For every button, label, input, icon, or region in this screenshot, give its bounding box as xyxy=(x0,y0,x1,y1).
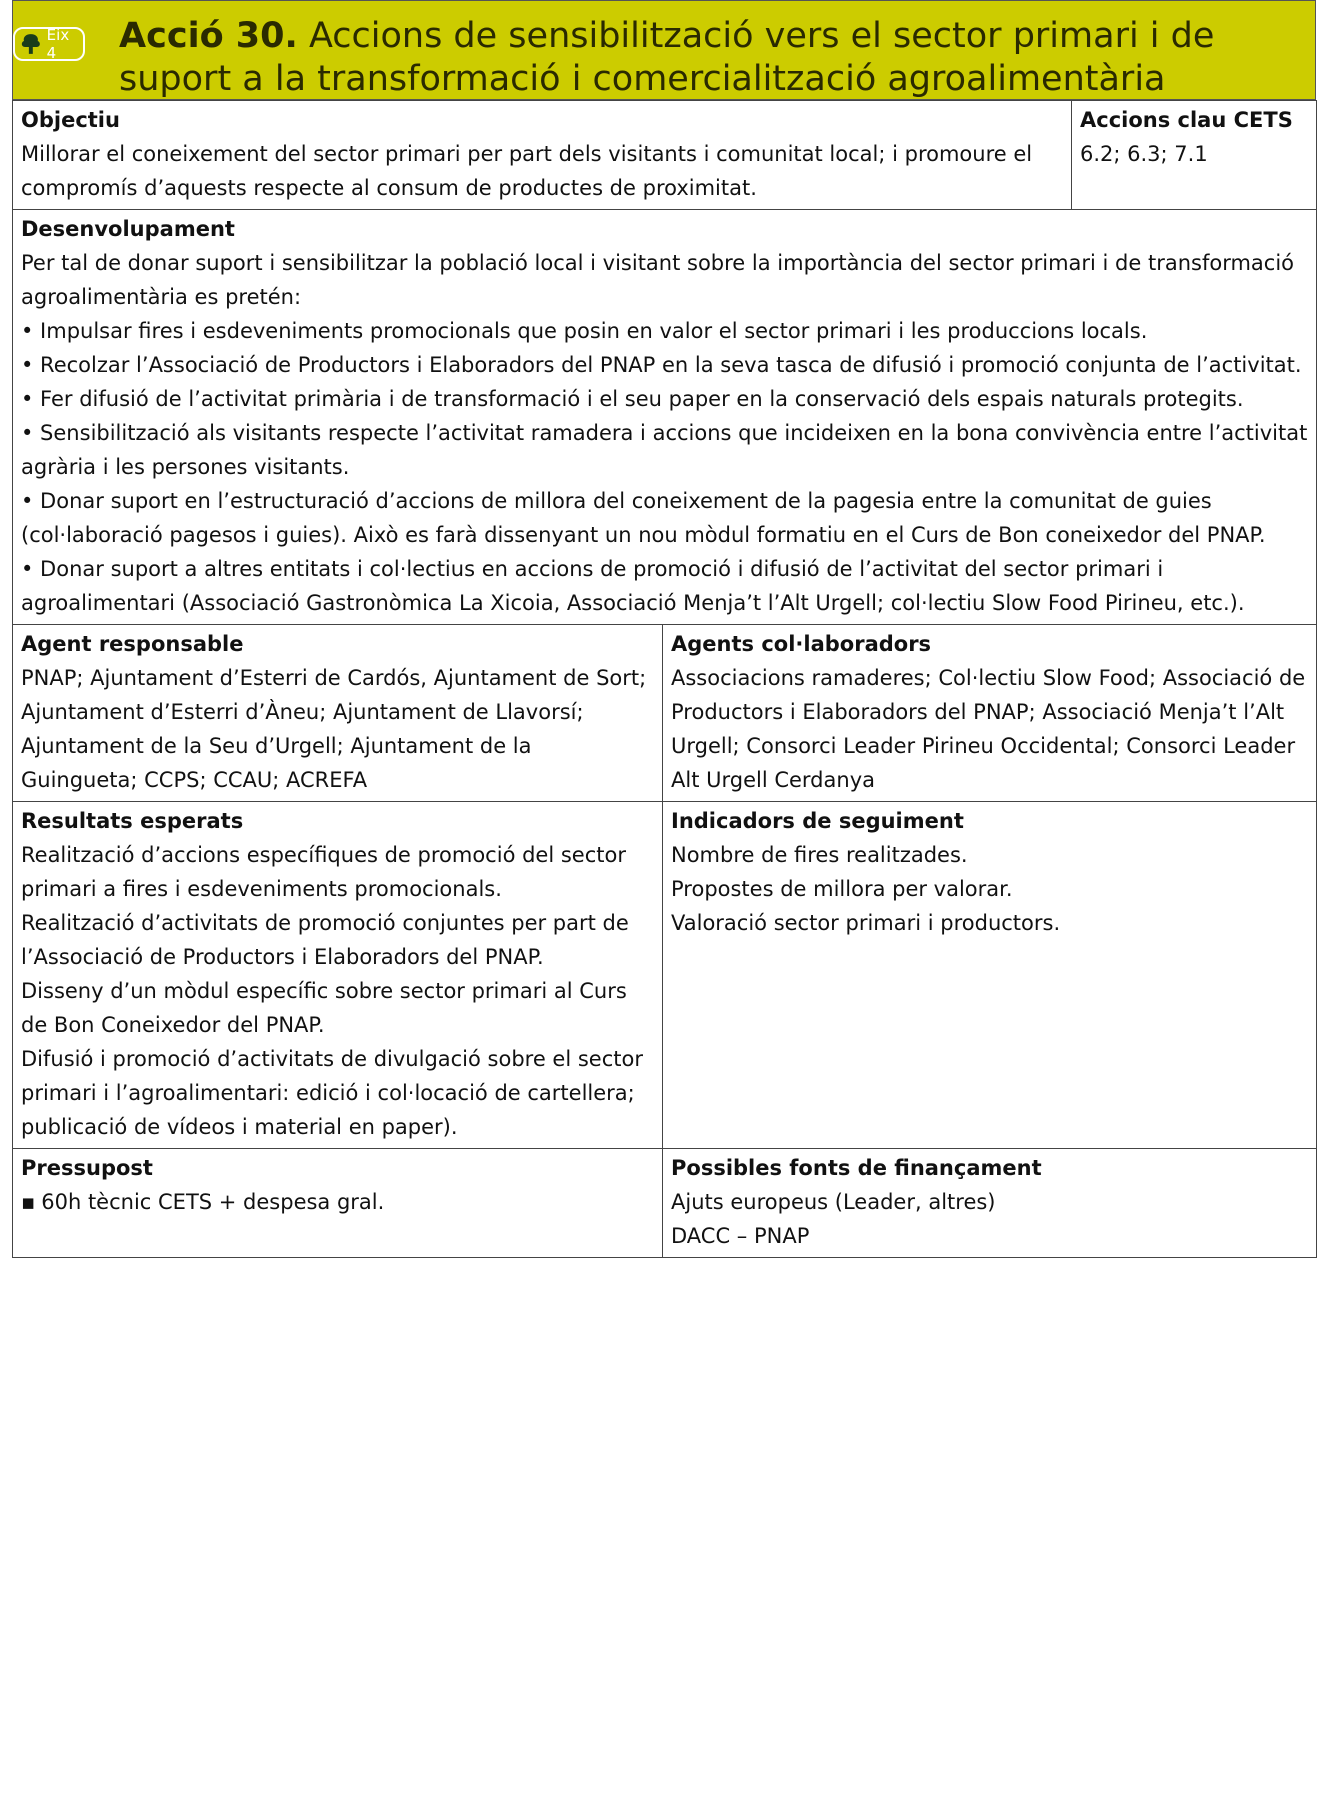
development-item: • Sensibilització als visitants respecte l’activitat ramadera i accions que incideixen en la bona convivència entre l’activitat agrària i les persones visitants. xyxy=(21,421,1308,479)
objective-text: Millorar el coneixement del sector primari per part dels visitants i comunitat local; i promoure el compromís d’aquests respecte al consum de productes de proximitat. xyxy=(21,142,1033,200)
development-row xyxy=(13,210,1317,625)
development-intro: Per tal de donar suport i sensibilitzar la població local i visitant sobre la importància del sector primari i de transformació agroalimentària es pretén: xyxy=(21,251,1295,309)
indicator-item: Propostes de millora per valorar. xyxy=(671,877,1013,901)
expected-result-item: Difusió i promoció d’activitats de divulgació sobre el sector primari i l’agroalimentari: edició i col·locació de cartellera; publicació de vídeos i material en paper). xyxy=(21,1047,643,1139)
development-item: • Donar suport a altres entitats i col·lectius en accions de promoció i difusió de l’activitat del sector primari i agroalimentari (Associació Gastronòmica La Xicoia, Associació Menja’t l’Alt Urgell; col·lectiu Slow Food Pirineu, etc.). xyxy=(21,557,1245,615)
responsible-agent-text: PNAP; Ajuntament d’Esterri de Cardós, Ajuntament de Sort; Ajuntament d’Esterri d’Àneu; Ajuntament de Llavorsí; Ajuntament de la Seu d’Urgell; Ajuntament de la Guingueta; CCPS; CCAU; ACREFA xyxy=(21,666,647,792)
key-actions-cell xyxy=(1072,101,1317,210)
funding-item: Ajuts europeus (Leader, altres) xyxy=(671,1190,996,1214)
development-item: • Recolzar l’Associació de Productors i Elaboradors del PNAP en la seva tasca de difusió i promoció conjunta de l’activitat. xyxy=(21,353,1302,377)
indicator-item: Valoració sector primari i productors. xyxy=(671,911,1061,935)
objective-label: Objectiu xyxy=(21,108,120,132)
indicators-label: Indicadors de seguiment xyxy=(671,809,964,833)
expected-result-item: Disseny d’un mòdul específic sobre sector primari al Curs de Bon Coneixedor del PNAP. xyxy=(21,979,627,1037)
budget-label: Pressupost xyxy=(21,1156,153,1180)
responsible-agent-cell xyxy=(13,625,663,802)
indicators-cell xyxy=(663,802,1317,1149)
responsible-agent-label: Agent responsable xyxy=(21,632,244,656)
indicator-item: Nombre de fires realitzades. xyxy=(671,843,968,867)
action-title-text: Accions de sensibilització vers el sector primari i de suport a la transformació i comercialització agroalimentària xyxy=(119,16,1215,99)
objective-row xyxy=(13,101,1317,210)
expected-result-item: Realització d’accions específiques de promoció del sector primari a fires i esdeveniments promocionals. xyxy=(21,843,626,901)
funding-label: Possibles fonts de finançament xyxy=(671,1156,1042,1180)
results-row xyxy=(13,802,1317,1149)
development-item: • Impulsar fires i esdeveniments promocionals que posin en valor el sector primari i les produccions locals. xyxy=(21,319,1148,343)
expected-results-label: Resultats esperats xyxy=(21,809,244,833)
action-sheet xyxy=(12,0,1316,1258)
collaborating-agents-cell xyxy=(663,625,1317,802)
budget-cell xyxy=(13,1149,663,1258)
funding-item: DACC – PNAP xyxy=(671,1224,810,1248)
development-label: Desenvolupament xyxy=(21,217,235,241)
collaborating-agents-text: Associacions ramaderes; Col·lectiu Slow Food; Associació de Productors i Elaboradors del PNAP; Associació Menja’t l’Alt Urgell; Consorci Leader Pirineu Occidental; Consorci Leader Alt Urgell Cerdanya xyxy=(671,666,1306,792)
key-actions-text: 6.2; 6.3; 7.1 xyxy=(1080,142,1208,166)
budget-text: ▪ 60h tècnic CETS + despesa gral. xyxy=(21,1185,654,1219)
budget-row xyxy=(13,1149,1317,1258)
axis-badge xyxy=(13,27,85,61)
action-number: Acció 30. xyxy=(119,16,298,56)
expected-result-item: Realització d’activitats de promoció conjuntes per part de l’Associació de Productors i Elaboradors del PNAP. xyxy=(21,911,629,969)
collaborating-agents-label: Agents col·laboradors xyxy=(671,632,932,656)
funding-cell xyxy=(663,1149,1317,1258)
objective-cell xyxy=(13,101,1072,210)
action-title xyxy=(119,15,1311,101)
development-cell xyxy=(13,210,1317,625)
development-item: • Fer difusió de l’activitat primària i de transformació i el seu paper en la conservació dels espais naturals protegits. xyxy=(21,387,1244,411)
tree-icon xyxy=(19,32,43,56)
axis-badge-label: Eix 4 xyxy=(46,26,70,62)
action-header xyxy=(12,0,1316,100)
action-table xyxy=(12,100,1317,1258)
development-item: • Donar suport en l’estructuració d’accions de millora del coneixement de la pagesia entre la comunitat de guies (col·laboració pagesos i guies). Això es farà dissenyant un nou mòdul formatiu en el Curs de Bon coneixedor del PNAP. xyxy=(21,489,1266,547)
key-actions-label: Accions clau CETS xyxy=(1080,108,1293,132)
expected-results-cell xyxy=(13,802,663,1149)
agents-row xyxy=(13,625,1317,802)
